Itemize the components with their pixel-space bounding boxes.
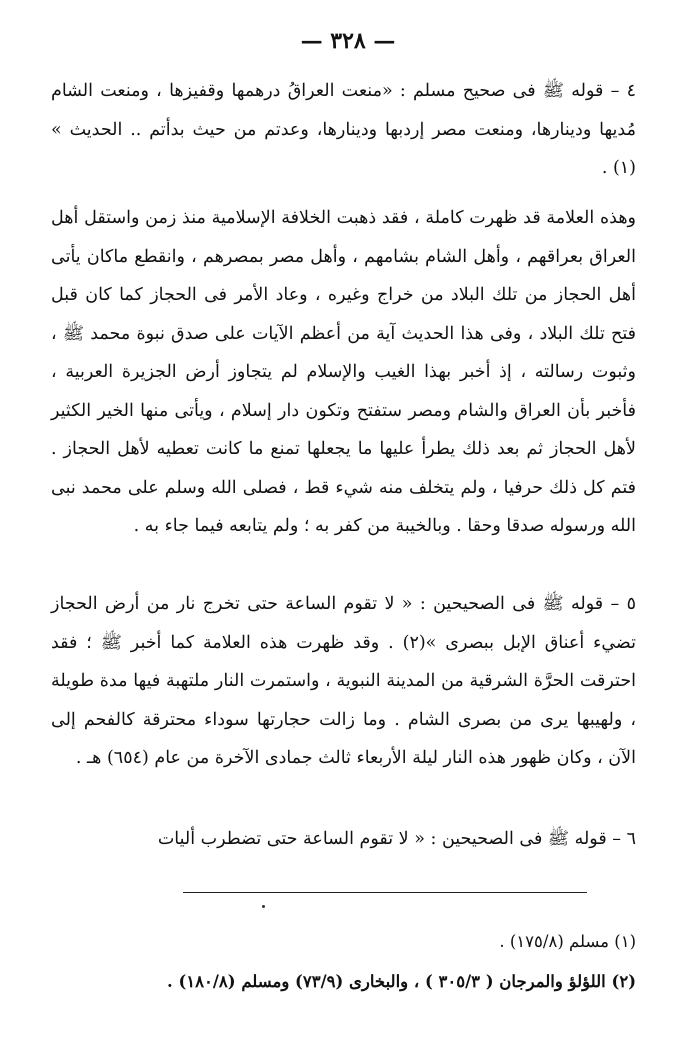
footnote-1: (١) مسلم (١٧٥/٨) . <box>499 932 636 951</box>
footnote-2: (٢) اللؤلؤ والمرجان ( ٣٠٥/٣ ) ، والبخارى (٧٣/٩) ومسلم (١٨٠/٨) . <box>166 972 636 991</box>
footnotes <box>36 922 636 1002</box>
paragraph-commentary: وهذه العلامة قد ظهرت كاملة ، فقد ذهبت الخلافة الإسلامية منذ زمن واستقل أهل العراق بعراقهم ، وأهل الشام بشامهم ، وأهل مصر بمصرهم ، وانقطع ماكان يأتى أهل الحجاز من تلك البلاد من خراج وغيره ، وعاد الأمر فى الحجاز كما كان قبل فتح تلك البلاد ، وفى هذا الحديث آية من أعظم الآيات على صدق نبوة محمد ﷺ ، وثبوت رسالته ، إذ أخبر بهذا الغيب والإسلام لم يتجاوز أرض الجزيرة العربية ، فأخبر بأن العراق والشام ومصر ستفتح وتكون دار إسلام ، ويأتى منها الخير الكثير لأهل الحجاز ثم بعد ذلك يطرأ عليها ما يجعلها تمنع ما كانت تعطيه لأهل الحجاز . فتم كل ذلك حرفيا ، ولم يتخلف منه شيء قط ، فصلى الله وسلم على محمد نبى الله ورسوله صدقا وحقا . وبالخيبة من كفر به ؛ ولم يتابعه فيما جاء به . <box>51 208 636 536</box>
page-number: — ٣٢٨ — <box>300 28 396 54</box>
footnote-divider <box>183 892 587 893</box>
paragraph-5: ٥ – قوله ﷺ فى الصحيحين : « لا تقوم الساعة حتى تخرج نار من أرض الحجاز تضيء أعناق الإبل ببصرى »(٢) . وقد ظهرت هذه العلامة كما أخبر ﷺ ؛ فقد احترقت الحرَّة الشرقية من المدينة النبوية ، واستمرت النار ملتهبة فيها مدة طويلة ، ولهيبها يرى من بصرى الشام . وما زالت حجارتها سوداء محترقة كالفحم إلى الآن ، وكان ظهور هذه النار ليلة الأربعاء ثالث جمادى الآخرة من عام (٦٥٤) هـ . <box>51 594 636 768</box>
paragraph-4: ٤ – قوله ﷺ فى صحيح مسلم : «منعت العراقُ درهمها وقفيزها ، ومنعت الشام مُديها ودينارها، ومنعت مصر إردبها ودينارها، وعدتم من حيث بدأتم .. الحديث » (١) . <box>51 81 636 178</box>
print-speck <box>262 905 265 908</box>
paragraph-6: ٦ – قوله ﷺ فى الصحيحين : « لا تقوم الساعة حتى تضطرب أليات <box>157 829 636 849</box>
